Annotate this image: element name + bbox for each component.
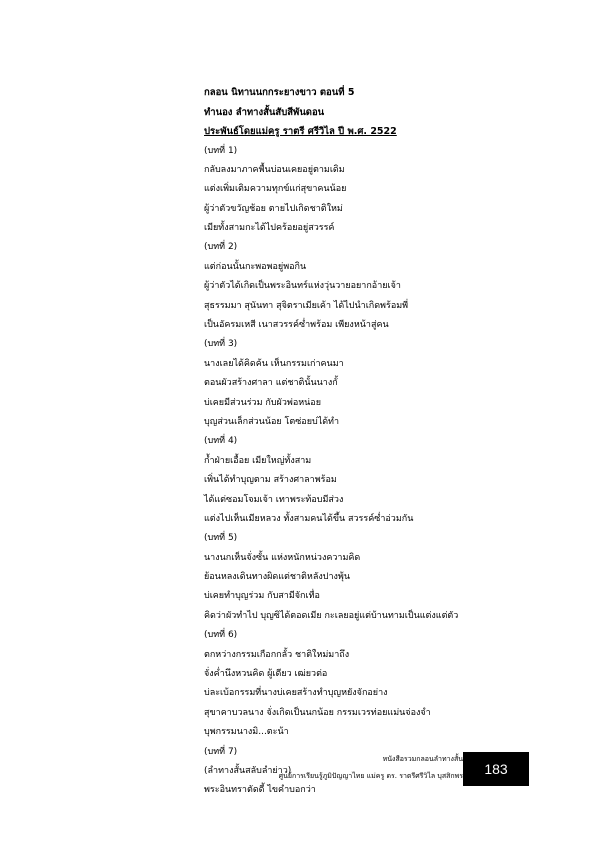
poem-line: นางนกเห็นจั่งซั้น แห่งหนักหน่วงความคิด [204, 552, 361, 563]
poem-line: ตอนผัวสร้างศาลา แต่ชาตินั้นนางกั้ [204, 378, 338, 389]
poem-line: แต่ก่อนนั้นกะพอพอยู่พอกิน [204, 261, 307, 272]
poem-line: เป็นอัครมเหสี เนาสวรรค์ซ่ำพร้อม เพียงหน้าสู่คน [204, 320, 389, 331]
poem-line: สุขาคาบวลนาง จั่งเกิดเป็นนกน้อย กรรมเวรท่อยแม่นจ่องจำ [204, 707, 431, 718]
poem-line: (บทที่ 3) [204, 339, 238, 350]
poem-line: เพิ่นได้ทำบุญตาม สร้างศาลาพร้อม [204, 475, 337, 486]
poem-line: (บทที่ 7) [204, 746, 238, 757]
poem-line: บ่ละเบ้อกรรมที่นางบ่เคยสร้างทำบุญหยังจักอย่าง [204, 688, 388, 699]
poem-line: พระอินทราตัดดี้ ไขคำบอกว่า [204, 785, 316, 796]
poem-line: แต่งไปเห็นเมียหลวง ทั้งสามคนได้ขึ้น สวรรค์ซ่ำอ่วมกัน [204, 513, 414, 524]
poem-line: ได้แต่ซอมโจมเจ้า เทาพระท้อบมีส่วง [204, 494, 344, 505]
poem-line: (บทที่ 1) [204, 145, 238, 156]
poem-line: บ่เคยทำบุญร่วม กับสามีจักเทื่อ [204, 591, 320, 602]
page-number: 183 [463, 752, 529, 786]
poem-title: กลอน นิทานนกกระยางขาว ตอนที่ 5 [204, 87, 355, 98]
poem-line: สุธรรมมา สุนันทา สุจิตราเมียเค้า ได้ไปนำเกิดพร้อมพี่ [204, 300, 409, 311]
poem-line: ผู้ว่าตัวได้เกิดเป็นพระอินทร์แห่งวุ่นวายอยากอ้ายเจ้า [204, 281, 401, 292]
poem-author: ประพันธ์โดยแม่ครู ราตรี ศรีวิไล ปี พ.ศ. 2522 [204, 126, 397, 137]
footer-text [143, 751, 463, 785]
poem-line: (บทที่ 6) [204, 630, 238, 641]
poem-line: ผู้ว่าตัวขวัญช้อย ตายไปเกิดชาติใหม่ [204, 203, 343, 214]
poem-lines [204, 142, 564, 801]
poem-melody: ทำนอง ลำทางสั้นสับสีพันดอน [204, 106, 325, 118]
poem-line: บ่เคยมีส่วนร่วม กับผัวพ่อหน่อย [204, 397, 321, 408]
poem-line: นางเลยได้คิดค้น เห็นกรรมเก่าคนมา [204, 358, 344, 369]
poem-line: แต่งเพิ่มเติมความทุกข์แก่สุขาคนน้อย [204, 184, 347, 195]
poem-line: จั่งค่ำนึงหวนคิด ผู้เดียว เฒ่ยวต่อ [204, 669, 328, 680]
poem-line: บุญส่วนเล็กส่วนน้อย โตซ่อยบ่ได้ทำ [204, 416, 340, 427]
footer-publisher: ศูนย์การเรียนรู้ภูมิปัญญาไทย แม่ครู ดร. ราตรีศรีวิไล บุสสิกพร [278, 772, 463, 780]
footer-book-title: หนังสือรวมกลอนลำทางสั้น [382, 755, 463, 763]
poem-line: (บทที่ 5) [204, 533, 238, 544]
poem-line: (ลำทางสั้นสลับลำย่าว) [204, 766, 292, 776]
poem-line: บุพกรรมนางมิ...ตะน้า [204, 727, 289, 738]
poem-line: ย้อนหลงเดินทางผิดแต่ชาติหลังปางพุ้น [204, 572, 350, 583]
poem-line: เมียทั้งสามกะได้ไปคร้อยอยู่สวรรค์ [204, 223, 335, 234]
poem-content [204, 83, 564, 801]
poem-line: กลับลงมาภาคพื้นบ่อนเคยอยู่ตามเดิม [204, 164, 345, 175]
poem-line: ตกหว่างกรรมเกือกกลั้ว ชาติใหม่มาถึง [204, 649, 350, 660]
poem-line: คิดว่าผัวทำไป บุญซิได้ตอดเมีย กะเลยอยู่แต่บ้านทามเป็นแต่งแต่ตัว [204, 610, 459, 621]
poem-line: (บทที่ 2) [204, 242, 238, 253]
poem-line: ก้ำฝ่ายเอื้อย เมียใหญ่ทั้งสาม [204, 455, 312, 466]
poem-line: (บทที่ 4) [204, 436, 238, 447]
